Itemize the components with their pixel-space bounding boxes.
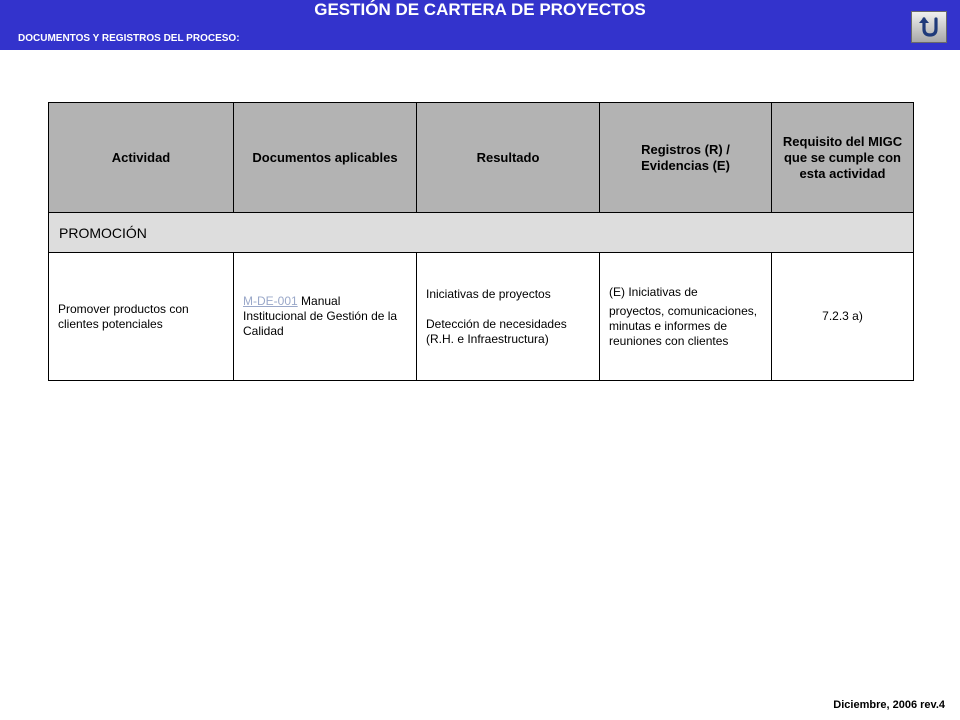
document-link[interactable]: M-DE-001 xyxy=(243,294,298,308)
return-arrow-icon xyxy=(917,15,941,39)
cell-resultado xyxy=(417,253,600,381)
header-bar xyxy=(0,0,960,50)
footer-date: Diciembre, 2006 rev.4 xyxy=(833,699,945,711)
document-description: Manual Institucional de Gestión de la Calidad xyxy=(243,294,398,338)
documents-table xyxy=(48,102,914,381)
cell-registros xyxy=(600,253,772,381)
cell-actividad: Promover productos con clientes potenciales xyxy=(49,253,234,381)
page-subtitle: DOCUMENTOS Y REGISTROS DEL PROCESO: xyxy=(18,33,240,44)
section-title: PROMOCIÓN xyxy=(49,213,914,253)
column-header-documentos: Documentos aplicables xyxy=(234,103,417,213)
registros-line-1: (E) Iniciativas de xyxy=(609,284,698,299)
registros-line-2: proyectos, comunicaciones, minutas e informes de reuniones con clientes xyxy=(609,303,758,348)
cell-requisito: 7.2.3 a) xyxy=(772,253,914,381)
resultado-line-1: Iniciativas de proyectos xyxy=(426,286,551,301)
column-header-registros: Registros (R) / Evidencias (E) xyxy=(600,103,772,213)
column-header-requisito: Requisito del MIGC que se cumple con esta actividad xyxy=(772,103,914,213)
column-header-actividad: Actividad xyxy=(49,103,234,213)
table-header-row xyxy=(49,103,914,213)
section-row xyxy=(49,213,914,253)
cell-documentos xyxy=(234,253,417,381)
table-row xyxy=(49,253,914,381)
page-title: GESTIÓN DE CARTERA DE PROYECTOS xyxy=(314,0,646,19)
column-header-resultado: Resultado xyxy=(417,103,600,213)
return-button[interactable] xyxy=(911,11,947,43)
resultado-line-2: Detección de necesidades (R.H. e Infraestructura) xyxy=(426,316,567,346)
